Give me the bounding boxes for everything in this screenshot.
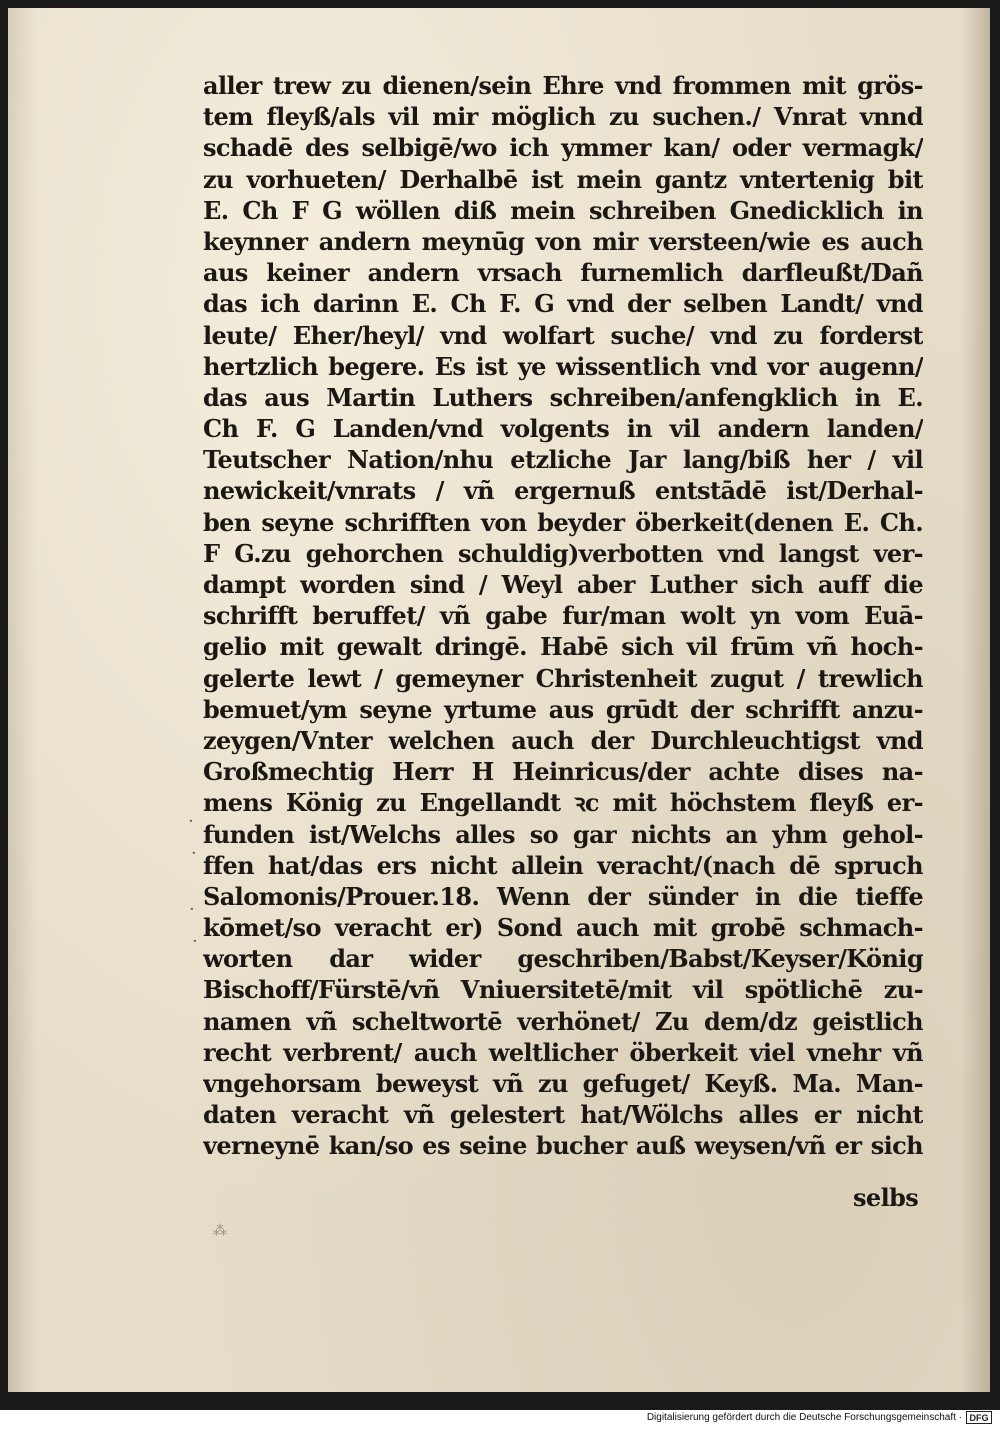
text-line: hertzlich begere. Es ist ye wissentlich vnd vor augenn/ [203,351,923,381]
text-line: ffen hat/das ers nicht allein veracht/(nach dē spruch [203,850,923,880]
margin-mark: · [188,811,194,832]
text-line: bemuet/ym seyne yrtume aus grūdt der schrifft anzu- [203,694,923,724]
digitization-credit: Digitalisierung gefördert durch die Deutsche Forschungsgemeinschaft · [646,1412,962,1423]
text-line: mens König zu Engellandt ꝛc mit höchstem fleyß er- [203,788,923,818]
text-line: newickeit/vnrats / vñ ergernuß entstādē ist/Derhal- [203,476,923,506]
text-line: recht verbrent/ auch weltlicher öberkeit viel vnehr vñ [203,1037,923,1067]
text-line: keynner andern meynūg von mir versteen/wie es auch [203,226,923,256]
text-line: schrifft beruffet/ vñ gabe fur/man wolt yn vom Euā- [203,601,923,631]
text-line: gelio mit gewalt dringē. Habē sich vil frūm vñ hoch- [203,632,923,662]
margin-mark: · [189,899,195,920]
text-line: aller trew zu dienen/sein Ehre vnd frommen mit grös- [203,71,923,100]
text-line: worten dar wider geschriben/Babst/Keyser/König [203,944,923,974]
text-line: Salomonis/Prouer.18. Wenn der sünder in die tieffe [203,881,923,911]
text-line: gelerte lewt / gemeyner Christenheit zugut / trewlich [203,663,923,693]
text-line: das ich darinn E. Ch F. G vnd der selben Landt/ vnd [203,289,923,319]
text-line: schadē des selbigē/wo ich ymmer kan/ oder vermagk/ [203,133,923,163]
text-line: kōmet/so veracht er) Sond auch mit grobē schmach- [203,913,923,943]
text-line: verneynē kan/so es seine bucher auß weysen/vñ er sich [203,1131,923,1161]
text-line: F G.zu gehorchen schuldig)verbotten vnd langst ver- [203,538,923,568]
text-line: vngehorsam beweyst vñ zu gefuget/ Keyß. Ma. Man- [203,1069,923,1098]
margin-mark: · [192,931,198,952]
text-line: E. Ch F G wöllen diß mein schreiben Gnedicklich in [203,195,923,225]
ink-smudge: ⁂ [213,1223,227,1239]
margin-mark: · [191,843,197,864]
catchword: selbs [853,1183,919,1212]
text-block [203,70,923,1162]
text-line: daten veracht vñ gelestert hat/Wölchs alles er nicht [203,1100,923,1130]
text-line: das aus Martin Luthers schreiben/anfengklich in E. [203,382,923,412]
text-line: Teutscher Nation/nhu etzliche Jar lang/biß her / vil [203,445,923,475]
text-line: namen vñ scheltwortē verhönet/ Zu dem/dz geistlich [203,1006,923,1036]
text-line: Großmechtig Herr H Heinricus/der achte dises na- [203,757,923,787]
text-line: funden ist/Welchs alles so gar nichts an yhm gehol- [203,819,923,849]
text-line: zu vorhueten/ Derhalbē ist mein gantz vntertenig bit [203,164,923,194]
text-line: ben seyne schrifften von beyder öberkeit(denen E. Ch. [203,507,923,537]
text-line: aus keiner andern vrsach furnemlich darfleußt/Dañ [203,258,923,288]
text-line: dampt worden sind / Weyl aber Luther sich auff die [203,570,923,599]
text-line: zeygen/Vnter welchen auch der Durchleuchtigst vnd [203,725,923,755]
text-line: Ch F. G Landen/vnd volgents in vil andern landen/ [203,414,923,444]
text-line: leute/ Eher/heyl/ vnd wolfart suche/ vnd zu forderst [203,320,923,350]
dfg-logo: DFG [966,1411,992,1424]
document-page [8,8,990,1392]
text-line: tem fleyß/als vil mir möglich zu suchen./ Vnrat vnnd [203,102,923,132]
text-line: Bischoff/Fürstē/vñ Vniuersitetē/mit vil spötlichē zu- [203,975,923,1005]
